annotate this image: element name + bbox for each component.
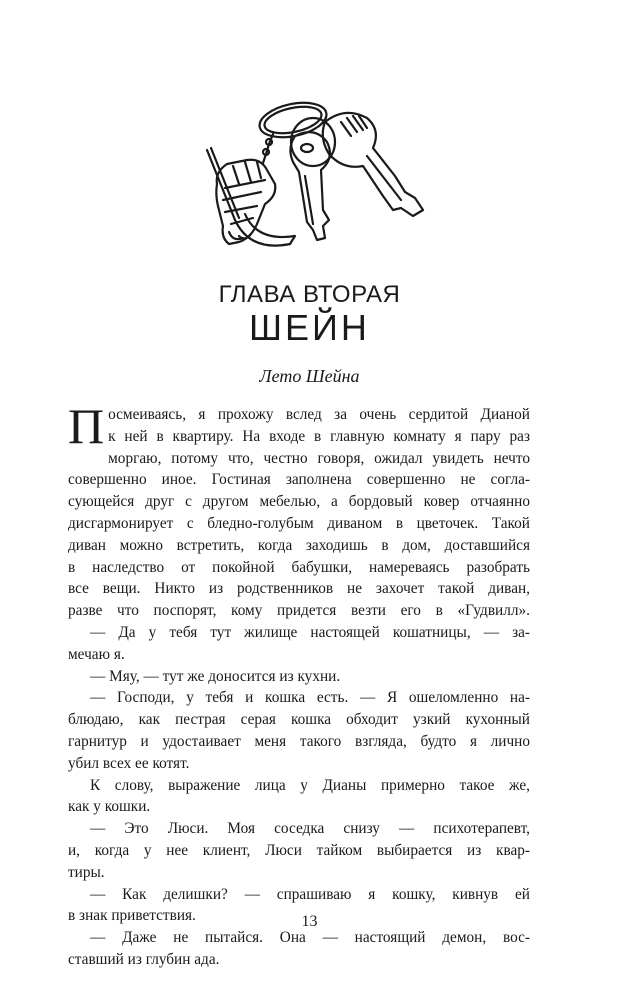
text-line: убил всех ее котят. xyxy=(68,754,190,772)
text-line: — Как делишки? — спрашиваю я кошку, кивнув ей xyxy=(90,885,530,903)
chapter-pov-subtitle: Лето Шейна xyxy=(259,366,360,386)
text-line: мечаю я. xyxy=(68,645,125,663)
text-line: разве что поспорят, кому придется везти его в «Гудвилл». xyxy=(68,602,530,620)
text-line: тиры. xyxy=(68,863,105,881)
chapter-title: ШЕЙН xyxy=(249,307,370,348)
text-line: и, когда у нее клиент, Люси тайком выбирается из квар- xyxy=(68,841,530,859)
chapter-label: ГЛАВА ВТОРАЯ xyxy=(218,281,401,308)
text-line: ставший из глубин ада. xyxy=(68,950,220,968)
keys-and-hockey-glove-icon xyxy=(195,92,430,267)
text-line: гарнитур и удостаивает меня такого взгляда, будто я лично xyxy=(68,732,530,750)
text-line: блюдаю, как пестрая серая кошка обходит узкий кухонный xyxy=(68,711,530,729)
text-line: дисгармонирует с бледно-голубым диваном в цветочек. Такой xyxy=(68,514,530,532)
text-line: как у кошки. xyxy=(68,798,151,816)
text-line: — Это Люси. Моя соседка снизу — психотерапевт, xyxy=(90,820,530,838)
text-line: совершенно иное. Гостиная заполнена совершенно не согла- xyxy=(68,471,530,489)
text-line: в знак приветствия. xyxy=(68,907,196,925)
drop-cap: П xyxy=(68,398,105,454)
page-number: 13 xyxy=(301,913,318,930)
text-line: к ней в квартиру. На входе в главную комнату я пару раз xyxy=(108,427,530,445)
text-line: — Да у тебя тут жилище настоящей кошатницы, — за- xyxy=(90,623,530,641)
text-line: в наследство от покойной бабушки, намереваясь разобрать xyxy=(68,558,530,576)
text-line: К слову, выражение лица у Дианы примерно такое же, xyxy=(90,776,530,794)
text-line: все вещи. Никто из родственников не захочет такой диван, xyxy=(68,580,530,598)
body-text xyxy=(68,398,530,971)
text-line: — Мяу, — тут же доносится из кухни. xyxy=(90,667,341,685)
text-line: — Господи, у тебя и кошка есть. — Я ошеломленно на- xyxy=(90,689,530,707)
text-line: — Даже не пытайся. Она — настоящий демон, вос- xyxy=(90,929,530,947)
text-line: сующейся друг с другом мебелью, а бордовый ковер отчаянно xyxy=(68,493,530,511)
text-line: диван можно встретить, когда заходишь в дом, доставшийся xyxy=(68,536,530,554)
text-line: моргаю, потому что, честно говоря, ожидал увидеть нечто xyxy=(108,449,530,467)
text-line: осмеиваясь, я прохожу вслед за очень сердитой Дианой xyxy=(108,406,530,423)
